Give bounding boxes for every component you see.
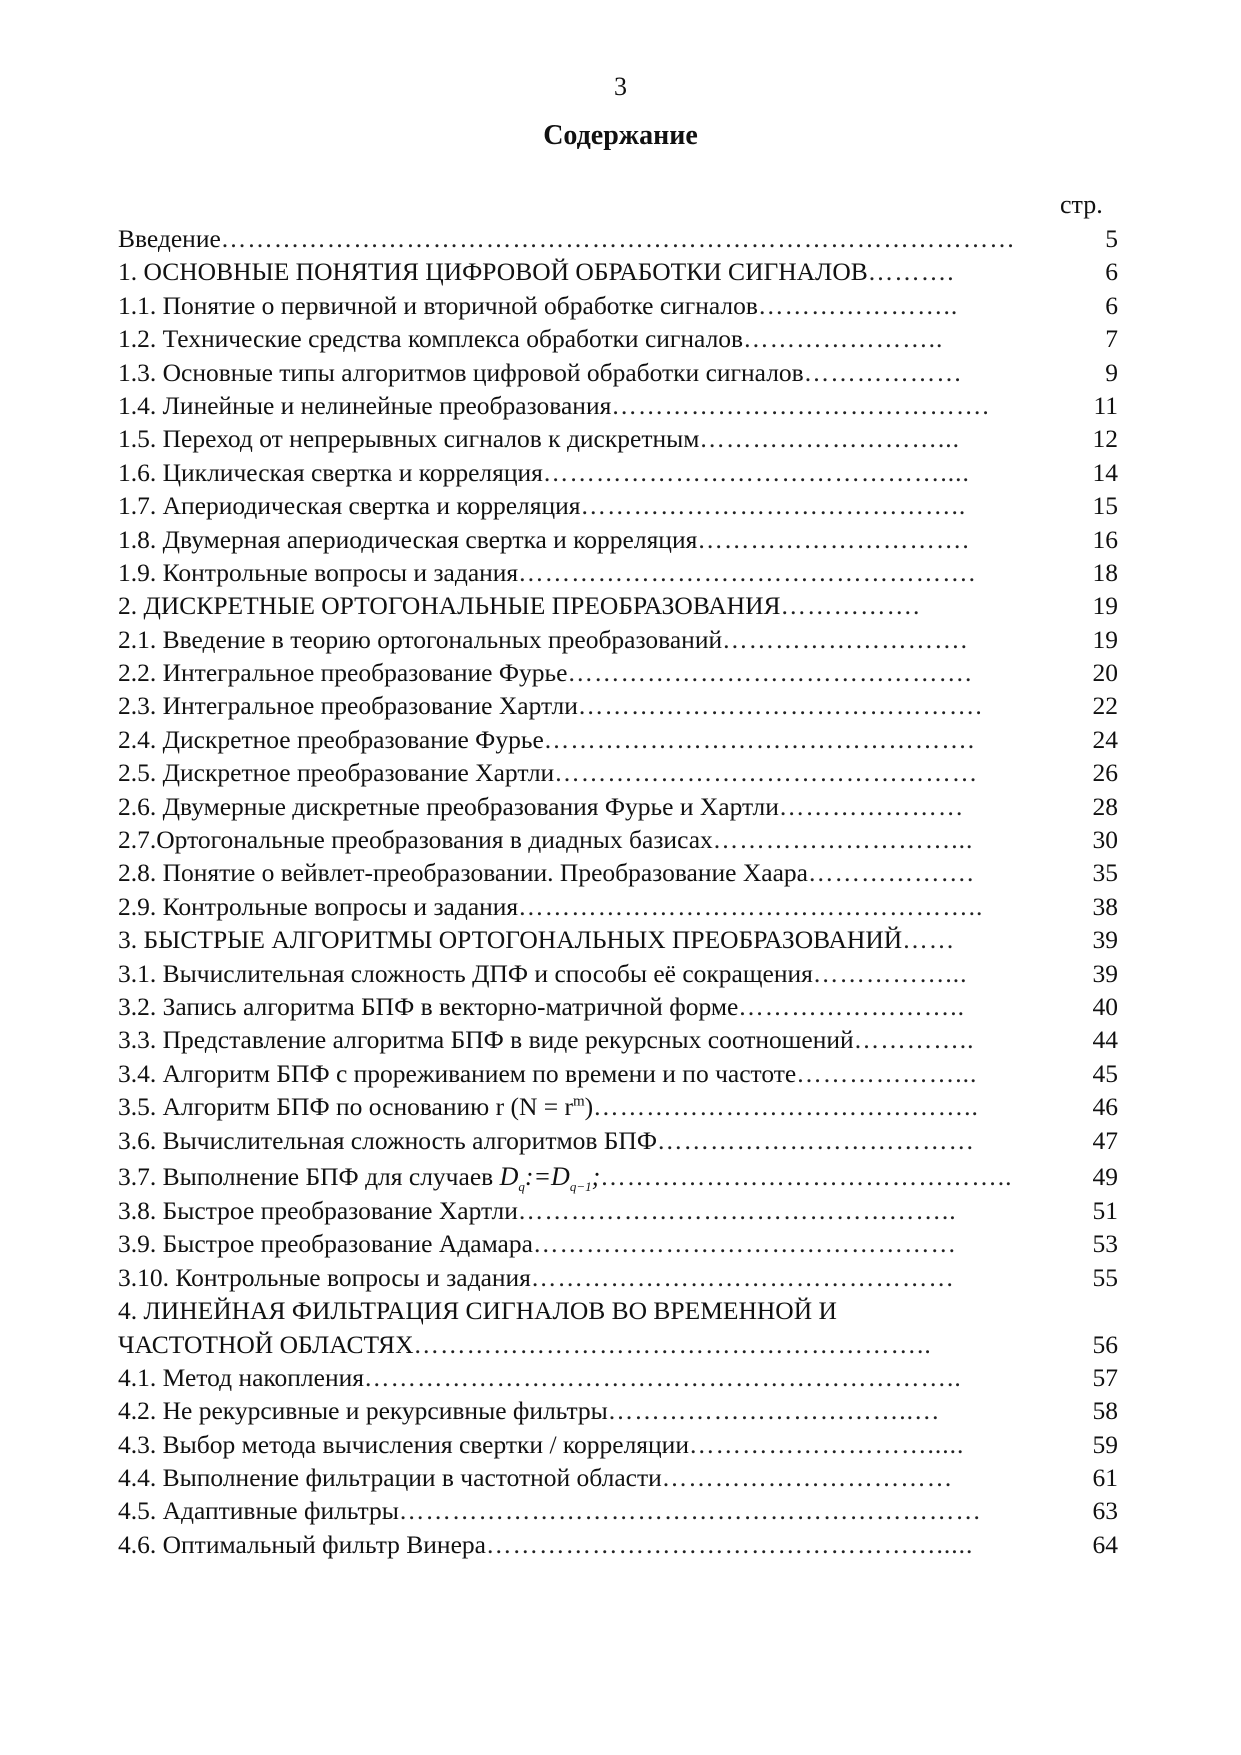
toc-entry-page: 22 bbox=[1092, 691, 1118, 721]
toc-entry-title: 3.3. Представление алгоритма БПФ в виде рекурсных соотношений bbox=[118, 1025, 854, 1055]
toc-entry-page: 5 bbox=[1105, 224, 1118, 253]
toc-entry-leader: …………………….. bbox=[738, 991, 966, 1021]
toc-entry-page: 55 bbox=[1092, 1262, 1118, 1292]
toc-entry-title: 2.9. Контрольные вопросы и задания bbox=[118, 891, 519, 921]
toc-entry bbox=[118, 1461, 1118, 1494]
toc-entry-title: 1.5. Переход от непрерывных сигналов к дискретным bbox=[118, 424, 700, 454]
toc-entry-title: 4.1. Метод накопления bbox=[118, 1362, 364, 1392]
toc-entry-page: 63 bbox=[1092, 1496, 1118, 1526]
toc-entry bbox=[118, 923, 1118, 956]
toc-entry-title: 1.3. Основные типы алгоритмов цифровой обработки сигналов bbox=[118, 357, 804, 387]
toc-entry bbox=[118, 1023, 1118, 1056]
toc-entry-title: 3. БЫСТРЫЕ АЛГОРИТМЫ ОРТОГОНАЛЬНЫХ ПРЕОБРАЗОВАНИЙ bbox=[118, 925, 903, 955]
toc-entry bbox=[118, 1227, 1118, 1260]
toc-entry-leader: ………. bbox=[867, 257, 955, 287]
toc-entry-page: 64 bbox=[1092, 1529, 1118, 1559]
toc-entry-page: 58 bbox=[1092, 1396, 1118, 1426]
toc-entry-leader: ……………………………………….. bbox=[600, 1161, 1013, 1191]
toc-entry-title: 1.6. Циклическая свертка и корреляция bbox=[118, 457, 543, 487]
toc-entry-title: 4.5. Адаптивные фильтры bbox=[118, 1496, 399, 1526]
toc-entry bbox=[118, 356, 1118, 389]
toc-entry-page: 38 bbox=[1092, 891, 1118, 921]
table-of-contents bbox=[118, 222, 1118, 1561]
toc-entry-title: Введение bbox=[118, 224, 221, 253]
toc-entry-title: 3.6. Вычислительная сложность алгоритмов БПФ bbox=[118, 1125, 657, 1155]
toc-entry-title: 2.7.Ортогональные преобразования в диадных базисах bbox=[118, 825, 713, 855]
toc-entry-leader: ……………………………………………..... bbox=[485, 1529, 974, 1559]
toc-entry-leader: ………………………. bbox=[722, 624, 968, 654]
toc-entry-title: 1. ОСНОВНЫЕ ПОНЯТИЯ ЦИФРОВОЙ ОБРАБОТКИ СИГНАЛОВ bbox=[118, 257, 868, 287]
toc-entry bbox=[118, 1528, 1118, 1561]
toc-entry-page: 47 bbox=[1092, 1125, 1118, 1155]
toc-entry-page: 28 bbox=[1092, 791, 1118, 821]
toc-entry bbox=[118, 556, 1118, 589]
toc-entry-title: 2.5. Дискретное преобразование Хартли bbox=[118, 758, 555, 788]
toc-entry-leader: ……………………………………. bbox=[611, 390, 990, 420]
toc-entry-leader: ………………………………………… bbox=[554, 758, 979, 788]
toc-entry-title: 3.5. Алгоритм БПФ по основанию r $(N = r^m)$ bbox=[118, 1092, 594, 1122]
toc-entry-page: 45 bbox=[1092, 1058, 1118, 1088]
toc-entry-page: 15 bbox=[1092, 491, 1118, 521]
toc-entry-leader: ……………………………..… bbox=[607, 1396, 941, 1426]
toc-entry-title: 4.4. Выполнение фильтрации в частотной области bbox=[118, 1463, 662, 1493]
toc-entry-leader: ………………………………………………………… bbox=[398, 1496, 982, 1526]
toc-entry-leader: ………………… bbox=[778, 791, 965, 821]
toc-entry-page: 51 bbox=[1092, 1195, 1118, 1225]
toc-entry-title: ЧАСТОТНОЙ ОБЛАСТЯХ bbox=[118, 1329, 414, 1359]
toc-entry bbox=[118, 856, 1118, 889]
toc-entry-title: 2.6. Двумерные дискретные преобразования Фурье и Хартли bbox=[118, 791, 779, 821]
toc-entry-title: 3.8. Быстрое преобразование Хартли bbox=[118, 1195, 518, 1225]
toc-entry-leader: ………………….. bbox=[743, 324, 944, 354]
toc-entry bbox=[118, 1428, 1118, 1461]
toc-entry-page: 30 bbox=[1092, 825, 1118, 855]
page-column-label: стр. bbox=[1060, 190, 1103, 219]
toc-entry-title: 3.2. Запись алгоритма БПФ в векторно-матричной форме bbox=[118, 991, 739, 1021]
toc-entry bbox=[118, 656, 1118, 689]
toc-entry-title: 1.8. Двумерная апериодическая свертка и корреляция bbox=[118, 524, 698, 554]
toc-entry-leader: ………………………………………………….. bbox=[413, 1329, 932, 1359]
toc-entry-page: 61 bbox=[1092, 1463, 1118, 1493]
toc-entry-leader: …………………………………….. bbox=[580, 491, 967, 521]
toc-entry bbox=[118, 1194, 1118, 1227]
toc-entry-leader: ………………………………………… bbox=[532, 1229, 957, 1259]
toc-entry-leader: ………………. bbox=[807, 858, 975, 888]
toc-entry-leader: ………………………………………. bbox=[577, 691, 983, 721]
toc-entry-title: 4. ЛИНЕЙНАЯ ФИЛЬТРАЦИЯ СИГНАЛОВ ВО ВРЕМЕННОЙ И bbox=[118, 1296, 837, 1326]
toc-entry-page: 7 bbox=[1105, 324, 1118, 354]
toc-entry-leader: …………………………. bbox=[697, 524, 970, 554]
toc-entry-page: 35 bbox=[1092, 858, 1118, 888]
toc-entry-title: 3.9. Быстрое преобразование Адамара bbox=[118, 1229, 533, 1259]
toc-entry-page: 39 bbox=[1092, 925, 1118, 955]
toc-entry bbox=[118, 422, 1118, 455]
toc-entry-leader: ………………………………………. bbox=[567, 658, 973, 688]
toc-entry-title: 2.3. Интегральное преобразование Хартли bbox=[118, 691, 578, 721]
toc-entry-leader: …………………………………….. bbox=[593, 1092, 979, 1122]
toc-entry-leader: ……………………………………………. bbox=[518, 557, 977, 587]
toc-entry-leader: ………………………... bbox=[699, 424, 961, 454]
toc-entry bbox=[118, 623, 1118, 656]
toc-entry-page: 11 bbox=[1093, 390, 1118, 420]
toc-entry-leader: ……………… bbox=[803, 357, 963, 387]
toc-entry-leader: ………………………………………….. bbox=[517, 1195, 957, 1225]
toc-entry bbox=[118, 523, 1118, 556]
toc-entry bbox=[118, 1090, 1118, 1123]
toc-entry bbox=[118, 389, 1118, 422]
toc-entry-title: 4.2. Не рекурсивные и рекурсивные фильтры bbox=[118, 1396, 608, 1426]
toc-entry-title: 2.1. Введение в теорию ортогональных преобразований bbox=[118, 624, 723, 654]
toc-entry bbox=[118, 222, 1118, 255]
toc-entry bbox=[118, 322, 1118, 355]
toc-entry bbox=[118, 689, 1118, 722]
toc-entry-leader: ……………... bbox=[812, 958, 968, 988]
toc-entry-page: 14 bbox=[1092, 457, 1118, 487]
toc-entry-leader: ……………………………… bbox=[656, 1125, 975, 1155]
toc-entry-leader: …………………………… bbox=[661, 1463, 954, 1493]
toc-entry-leader: ………………………... bbox=[712, 825, 974, 855]
toc-entry bbox=[118, 1294, 1118, 1327]
toc-entry bbox=[118, 1057, 1118, 1090]
toc-entry-page: 18 bbox=[1092, 557, 1118, 587]
toc-entry-title: 3.1. Вычислительная сложность ДПФ и способы её сокращения bbox=[118, 958, 813, 988]
toc-entry bbox=[118, 1328, 1118, 1361]
toc-entry bbox=[118, 1494, 1118, 1527]
toc-entry-page: 19 bbox=[1092, 624, 1118, 654]
toc-entry bbox=[118, 1394, 1118, 1427]
toc-entry-page: 56 bbox=[1092, 1329, 1118, 1359]
toc-entry-title: 3.10. Контрольные вопросы и задания bbox=[118, 1262, 531, 1292]
formula: $D_q:=D_{q-1}$; bbox=[499, 1161, 601, 1195]
toc-entry-page: 26 bbox=[1092, 758, 1118, 788]
toc-entry bbox=[118, 723, 1118, 756]
toc-entry-title: 1.1. Понятие о первичной и вторичной обработке сигналов bbox=[118, 290, 758, 320]
toc-entry bbox=[118, 489, 1118, 522]
toc-entry bbox=[118, 1361, 1118, 1394]
toc-entry bbox=[118, 589, 1118, 622]
toc-entry-leader: …………………………………………….. bbox=[518, 891, 984, 921]
toc-entry-title: 2.2. Интегральное преобразование Фурье bbox=[118, 658, 568, 688]
toc-entry-leader: ………………... bbox=[796, 1058, 978, 1088]
toc-entry-page: 57 bbox=[1092, 1362, 1118, 1392]
toc-entry-page: 39 bbox=[1092, 958, 1118, 988]
toc-entry bbox=[118, 1261, 1118, 1294]
toc-entry-page: 16 bbox=[1092, 524, 1118, 554]
toc-entry-leader: ………………………..... bbox=[688, 1429, 965, 1459]
toc-entry bbox=[118, 890, 1118, 923]
toc-entry-leader: ……………………………………….... bbox=[542, 457, 970, 487]
toc-entry-title: 2.8. Понятие о вейвлет-преобразовании. Преобразование Хаара bbox=[118, 858, 808, 888]
toc-entry-leader: …… bbox=[902, 925, 956, 955]
toc-entry-leader: ………………………………………………………….. bbox=[363, 1362, 962, 1392]
toc-entry-title: 2. ДИСКРЕТНЫЕ ОРТОГОНАЛЬНЫЕ ПРЕОБРАЗОВАНИЯ bbox=[118, 591, 781, 621]
toc-entry-title: 4.3. Выбор метода вычисления свертки / корреляции bbox=[118, 1429, 689, 1459]
toc-entry-page: 44 bbox=[1092, 1025, 1118, 1055]
toc-entry bbox=[118, 255, 1118, 288]
toc-entry-title: 2.4. Дискретное преобразование Фурье bbox=[118, 724, 544, 754]
toc-entry bbox=[118, 990, 1118, 1023]
toc-entry-page: 46 bbox=[1092, 1092, 1118, 1122]
toc-entry bbox=[118, 1124, 1118, 1157]
toc-entry-leader: ……………. bbox=[780, 591, 921, 621]
page-title: Содержание bbox=[543, 120, 698, 151]
superscript: m bbox=[572, 1093, 585, 1110]
toc-entry-title: 3.7. Выполнение БПФ для случаев $D_q:=D_{q-1}$; bbox=[118, 1161, 601, 1195]
toc-entry bbox=[118, 823, 1118, 856]
toc-entry-leader: ………………………………………… bbox=[530, 1262, 955, 1292]
page-number: 3 bbox=[614, 72, 627, 101]
toc-entry-page: 12 bbox=[1092, 424, 1118, 454]
toc-entry bbox=[118, 456, 1118, 489]
toc-entry bbox=[118, 957, 1118, 990]
toc-entry-page: 6 bbox=[1105, 290, 1118, 320]
toc-entry bbox=[118, 1157, 1118, 1194]
toc-entry-page: 40 bbox=[1092, 991, 1118, 1021]
toc-entry bbox=[118, 790, 1118, 823]
toc-entry-page: 20 bbox=[1092, 658, 1118, 688]
toc-entry-page: 19 bbox=[1092, 591, 1118, 621]
toc-entry-leader: ……………………………………………………………………………… bbox=[220, 224, 1016, 253]
toc-entry-leader: ………….. bbox=[853, 1025, 975, 1055]
toc-entry bbox=[118, 756, 1118, 789]
toc-entry-page: 59 bbox=[1092, 1429, 1118, 1459]
toc-entry-page: 49 bbox=[1092, 1161, 1118, 1191]
toc-entry-page: 9 bbox=[1105, 357, 1118, 387]
toc-entry-title: 1.4. Линейные и нелинейные преобразования bbox=[118, 390, 612, 420]
toc-entry-leader: …………………………………………. bbox=[543, 724, 976, 754]
toc-entry-title: 4.6. Оптимальный фильтр Винера bbox=[118, 1529, 486, 1559]
toc-entry-page: 6 bbox=[1105, 257, 1118, 287]
toc-entry-title: 1.2. Технические средства комплекса обработки сигналов bbox=[118, 324, 744, 354]
toc-entry-leader: ………………….. bbox=[757, 290, 959, 320]
toc-entry-page: 53 bbox=[1092, 1229, 1118, 1259]
toc-entry-page: 24 bbox=[1092, 724, 1118, 754]
toc-entry-title: 3.4. Алгоритм БПФ с прореживанием по времени и по частоте bbox=[118, 1058, 797, 1088]
toc-entry-title: 1.9. Контрольные вопросы и задания bbox=[118, 557, 519, 587]
toc-entry-title: 1.7. Апериодическая свертка и корреляция bbox=[118, 491, 581, 521]
toc-entry bbox=[118, 289, 1118, 322]
